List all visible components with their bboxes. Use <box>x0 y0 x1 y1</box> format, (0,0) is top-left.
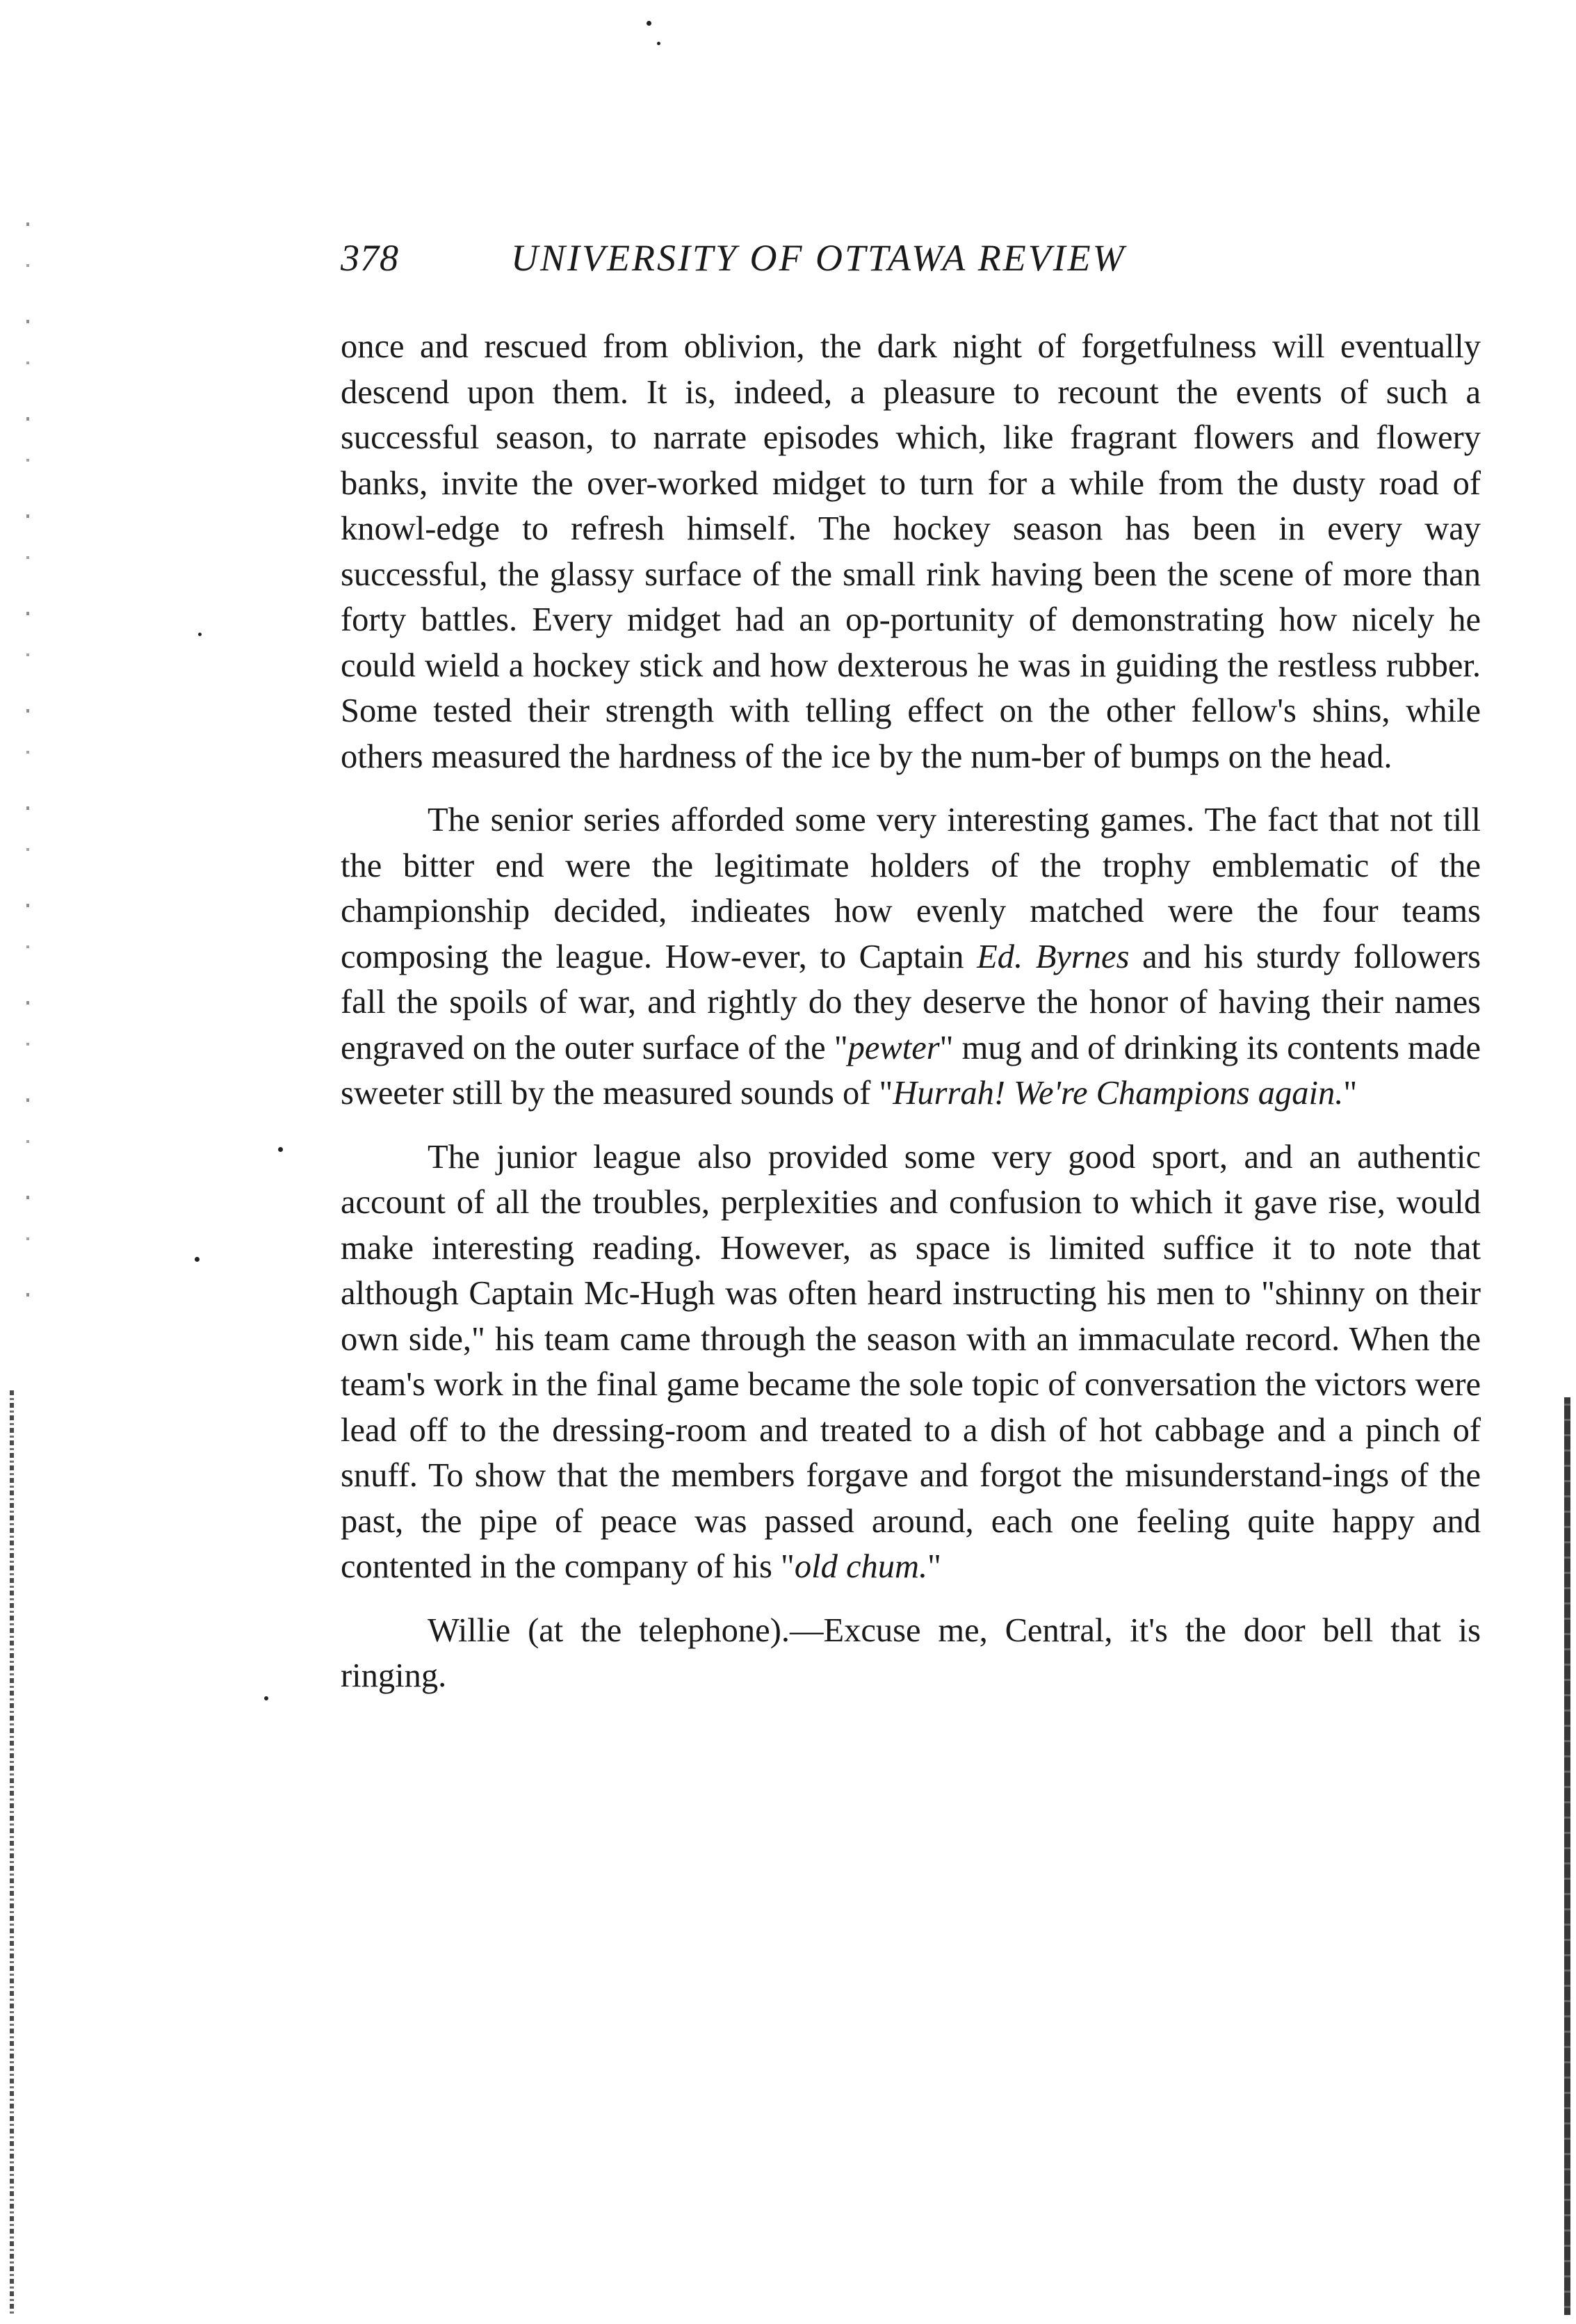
paragraph-text: once and rescued from oblivion, the dark night of forgetfulness will eventually descend upon them. It is, indeed, a pleasure to recount the events of such a successful season, to narrate episodes which, like fragrant flowers and flowery banks, invite the over-worked midget to turn for a while from the dusty road of knowl-edge to refresh himself. The hockey season has been in every way successful, the glassy surface of the small rink having been the scene of more than forty battles. Every midget had an op-portunity of demonstrating how nicely he could wield a hockey stick and how dexterous he was in guiding the restless rubber. Some tested their strength with telling effect on the other fellow's shins, while others measured the hardness of the ice by the num-ber of bumps on the head. <box>341 328 1481 775</box>
scan-edge-artifact <box>1564 1397 1570 2315</box>
pewter-word: pewter <box>847 1029 940 1066</box>
article-body <box>341 324 1481 1699</box>
ink-speck <box>278 1147 283 1152</box>
page-header <box>341 236 1481 292</box>
paragraph-text: " <box>927 1548 941 1585</box>
page-number: 378 <box>341 237 399 279</box>
paragraph-text: Willie (at the telephone).—Excuse me, Central, it's the door bell that is ringing. <box>341 1611 1481 1694</box>
ink-speck <box>264 1696 268 1700</box>
paragraph-junior-league <box>341 1135 1481 1590</box>
paragraph-text: " <box>1343 1075 1358 1112</box>
old-chum-phrase: old chum. <box>794 1548 928 1585</box>
paragraph-hockey-season <box>341 324 1481 779</box>
ink-speck <box>198 633 202 636</box>
paragraph-text: The senior series afforded some very interesting games. The fact that not till the bitter end were the legitimate holders of the trophy emblematic of the championship decided, indieates how evenly matched were the four teams composing the league. How-ever, to Captain <box>341 802 1481 975</box>
ink-speck <box>647 21 651 26</box>
paragraph-willie-joke <box>341 1608 1481 1699</box>
scan-edge-artifact <box>10 1390 14 2315</box>
running-title: UNIVERSITY OF OTTAWA REVIEW <box>511 237 1126 279</box>
scan-edge-artifact <box>26 222 29 1335</box>
ink-speck <box>657 42 660 45</box>
paragraph-text: " mug and of drinking its contents made sweeter still by the measured sounds of " <box>341 1029 1481 1112</box>
champions-cheer: Hurrah! We're Champions again. <box>893 1075 1344 1112</box>
paragraph-text: and his sturdy followers fall the spoils of war, and rightly do they deserve the honor of having their names engraved on the outer surface of the " <box>341 938 1481 1066</box>
ink-speck <box>195 1257 200 1262</box>
paragraph-text: The junior league also provided some very good sport, and an authentic account of all the troubles, perplexities and confusion to which it gave rise, would make interesting reading. However, as space is limited suffice it to note that although Captain Mc-Hugh was often heard instructing his men to "shinny on their own side," his team came through the season with an immaculate record. When the team's work in the final game became the sole topic of conversation the victors were lead off to the dressing-room and treated to a dish of hot cabbage and a pinch of snuff. To show that the members forgave and forgot the misunderstand-ings of the past, the pipe of peace was passed around, each one feeling quite happy and contented in the company of his " <box>341 1138 1481 1585</box>
paragraph-senior-series <box>341 797 1481 1116</box>
captain-name: Ed. Byrnes <box>977 938 1130 975</box>
